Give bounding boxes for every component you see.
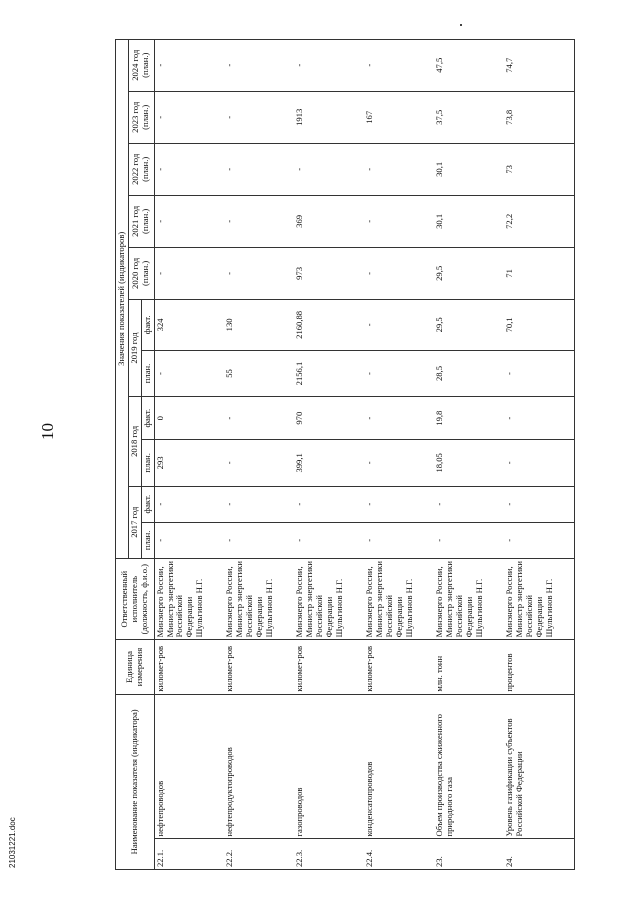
value-cell: - (364, 39, 434, 91)
header-values: Значения показателей (индикаторов) (116, 39, 129, 558)
value-cell: 167 (364, 91, 434, 143)
header-2023: 2023 год (план.) (128, 91, 154, 143)
value-cell: 70,1 (504, 299, 574, 350)
indicator-name: конденсатопроводов (364, 694, 434, 839)
value-cell: - (224, 247, 294, 299)
table-row (294, 30, 364, 870)
value-cell: - (224, 39, 294, 91)
file-name-footer: 21031221.doc (8, 817, 17, 868)
value-cell: 71 (504, 247, 574, 299)
indicator-name: нефтепродуктопроводов (224, 694, 294, 839)
value-cell: - (154, 350, 224, 396)
header-name: Наименование показателя (индикатора) (116, 694, 155, 869)
value-cell: - (224, 143, 294, 195)
value-cell: - (364, 350, 434, 396)
header-2024: 2024 год (план.) (128, 39, 154, 91)
responsible-cell: Минэнерго России, Министр энергетики Российской Федерации Шульгинов Н.Г. (154, 558, 224, 639)
header-2018-plan: план. (141, 440, 154, 486)
table-body (154, 30, 574, 870)
value-cell: 973 (294, 247, 364, 299)
header-unit: Единица измерения (116, 640, 155, 694)
value-cell: 28,5 (434, 350, 504, 396)
value-cell: - (504, 486, 574, 522)
value-cell: 73 (504, 143, 574, 195)
unit-cell: километ-ров (154, 640, 224, 694)
table-row (434, 30, 504, 870)
value-cell: 29,5 (434, 247, 504, 299)
row-number: 22.1. (154, 839, 224, 870)
value-cell: - (224, 486, 294, 522)
value-cell: - (224, 195, 294, 247)
value-cell: 293 (154, 440, 224, 486)
value-cell: 130 (224, 299, 294, 350)
value-cell: 55 (224, 350, 294, 396)
value-cell: - (224, 522, 294, 558)
value-cell: - (154, 39, 224, 91)
responsible-cell: Минэнерго России, Министр энергетики Российской Федерации Шульгинов Н.Г. (224, 558, 294, 639)
value-cell: - (154, 91, 224, 143)
unit-cell: млн. тонн (434, 640, 504, 694)
value-cell: 37,5 (434, 91, 504, 143)
value-cell: - (364, 522, 434, 558)
row-number: 23. (434, 839, 504, 870)
header-responsible: Ответственный исполнитель (должность, ф.и.о.) (116, 558, 155, 639)
value-cell: - (154, 195, 224, 247)
page-number: 10 (38, 423, 57, 440)
value-cell: 18,05 (434, 440, 504, 486)
value-cell: 2156,1 (294, 350, 364, 396)
indicator-name: нефтепроводов (154, 694, 224, 839)
header-2019-fact: факт. (141, 299, 154, 350)
value-cell: - (364, 143, 434, 195)
value-cell: - (154, 247, 224, 299)
indicator-name: Уровень газификации субъектов Российской Федерации (504, 694, 574, 839)
table-row (154, 30, 224, 870)
value-cell: 30,1 (434, 195, 504, 247)
header-2019: 2019 год (128, 299, 141, 396)
value-cell: 47,5 (434, 39, 504, 91)
header-2020: 2020 год (план.) (128, 247, 154, 299)
scan-dot (460, 24, 462, 26)
value-cell: - (364, 195, 434, 247)
table-row (364, 30, 434, 870)
value-cell: - (504, 397, 574, 440)
indicator-name: Объем производства сжиженного природного газа (434, 694, 504, 839)
value-cell: - (504, 350, 574, 396)
value-cell: - (434, 522, 504, 558)
value-cell: 324 (154, 299, 224, 350)
value-cell: - (294, 522, 364, 558)
unit-cell: километ-ров (294, 640, 364, 694)
value-cell: 970 (294, 397, 364, 440)
row-number: 22.4. (364, 839, 434, 870)
table-row (224, 30, 294, 870)
value-cell: - (364, 247, 434, 299)
value-cell: 30,1 (434, 143, 504, 195)
value-cell: 73,8 (504, 91, 574, 143)
unit-cell: километ-ров (364, 640, 434, 694)
header-2022: 2022 год (план.) (128, 143, 154, 195)
value-cell: - (434, 486, 504, 522)
header-2017-fact: факт. (141, 486, 154, 522)
value-cell: 0 (154, 397, 224, 440)
row-number: 22.3. (294, 839, 364, 870)
value-cell: 19,8 (434, 397, 504, 440)
value-cell: 74,7 (504, 39, 574, 91)
value-cell: - (224, 440, 294, 486)
header-2018-fact: факт. (141, 397, 154, 440)
value-cell: - (504, 440, 574, 486)
responsible-cell: Минэнерго России, Министр энергетики Российской Федерации Шульгинов Н.Г. (504, 558, 574, 639)
value-cell: - (154, 143, 224, 195)
value-cell: - (294, 39, 364, 91)
value-cell: 72,2 (504, 195, 574, 247)
header-2018: 2018 год (128, 397, 141, 486)
value-cell: - (364, 486, 434, 522)
row-number: 22.2. (224, 839, 294, 870)
value-cell: - (224, 91, 294, 143)
value-cell: 29,5 (434, 299, 504, 350)
responsible-cell: Минэнерго России, Министр энергетики Российской Федерации Шульгинов Н.Г. (294, 558, 364, 639)
value-cell: - (294, 143, 364, 195)
value-cell: - (364, 299, 434, 350)
value-cell: 2160,88 (294, 299, 364, 350)
table-row (504, 30, 574, 870)
header-2021: 2021 год (план.) (128, 195, 154, 247)
indicators-table (115, 30, 575, 870)
responsible-cell: Минэнерго России, Министр энергетики Российской Федерации Шульгинов Н.Г. (364, 558, 434, 639)
value-cell: - (504, 522, 574, 558)
unit-cell: процентов (504, 640, 574, 694)
value-cell: - (154, 486, 224, 522)
indicator-name: газопроводов (294, 694, 364, 839)
row-number: 24. (504, 839, 574, 870)
value-cell: - (294, 486, 364, 522)
value-cell: 369 (294, 195, 364, 247)
value-cell: 399,1 (294, 440, 364, 486)
value-cell: - (364, 397, 434, 440)
value-cell: - (154, 522, 224, 558)
unit-cell: километ-ров (224, 640, 294, 694)
value-cell: 1913 (294, 91, 364, 143)
header-2017-plan: план. (141, 522, 154, 558)
responsible-cell: Минэнерго России, Министр энергетики Российской Федерации Шульгинов Н.Г. (434, 558, 504, 639)
header-2017: 2017 год (128, 486, 141, 558)
value-cell: - (224, 397, 294, 440)
header-2019-plan: план. (141, 350, 154, 396)
value-cell: - (364, 440, 434, 486)
